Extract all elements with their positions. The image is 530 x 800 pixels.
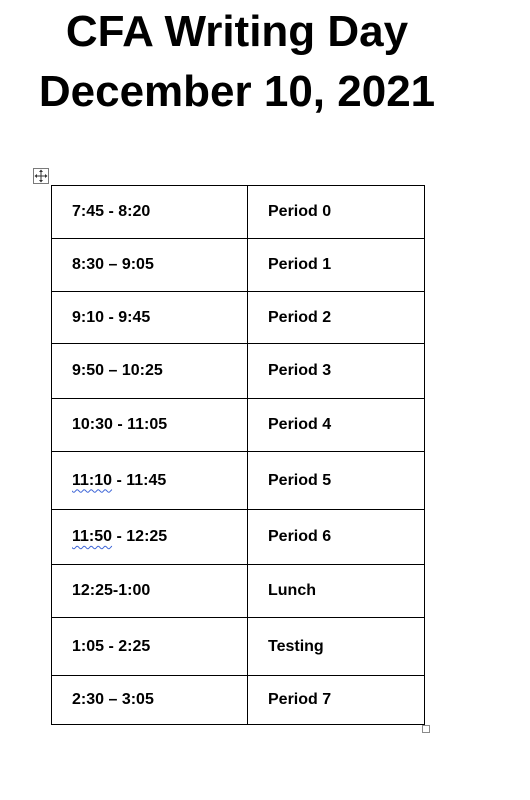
time-cell[interactable]: [52, 452, 248, 510]
move-arrows-icon: [34, 169, 48, 183]
time-cell[interactable]: 2:30 – 3:05: [52, 676, 248, 725]
time-cell[interactable]: 9:10 - 9:45: [52, 292, 248, 344]
table-row: [52, 565, 425, 618]
time-end-text: - 11:45: [112, 471, 167, 489]
time-cell[interactable]: 9:50 – 10:25: [52, 344, 248, 399]
time-cell[interactable]: 7:45 - 8:20: [52, 186, 248, 239]
time-cell[interactable]: 10:30 - 11:05: [52, 399, 248, 452]
event-cell[interactable]: Period 3: [248, 344, 425, 399]
table-row: [52, 344, 425, 399]
time-cell[interactable]: 8:30 – 9:05: [52, 239, 248, 292]
event-cell[interactable]: Period 7: [248, 676, 425, 725]
schedule-table: [51, 185, 425, 725]
table-row: [52, 292, 425, 344]
spellcheck-flagged-text: 11:10: [72, 471, 113, 489]
event-cell[interactable]: Period 6: [248, 510, 425, 565]
event-cell[interactable]: Period 4: [248, 399, 425, 452]
table-row: [52, 510, 425, 565]
document-date: December 10, 2021: [38, 67, 436, 116]
event-cell[interactable]: Period 0: [248, 186, 425, 239]
event-cell[interactable]: Testing: [248, 618, 425, 676]
time-end-text: - 12:25: [112, 528, 168, 545]
time-cell[interactable]: 1:05 - 2:25: [52, 618, 248, 676]
event-cell[interactable]: Period 5: [248, 452, 425, 510]
table-row: [52, 399, 425, 452]
table-row: [52, 452, 425, 510]
table-move-handle[interactable]: [33, 168, 49, 184]
event-cell[interactable]: Lunch: [248, 565, 425, 618]
table-row: [52, 676, 425, 725]
table-row: [52, 186, 425, 239]
event-cell[interactable]: Period 1: [248, 239, 425, 292]
resize-handle-icon[interactable]: [422, 725, 430, 733]
event-cell[interactable]: Period 2: [248, 292, 425, 344]
document-title: CFA Writing Day: [65, 7, 409, 56]
table-row: [52, 618, 425, 676]
time-cell[interactable]: [52, 510, 248, 565]
spellcheck-flagged-text: 11:50: [72, 528, 113, 545]
table-row: [52, 239, 425, 292]
time-cell[interactable]: 12:25-1:00: [52, 565, 248, 618]
